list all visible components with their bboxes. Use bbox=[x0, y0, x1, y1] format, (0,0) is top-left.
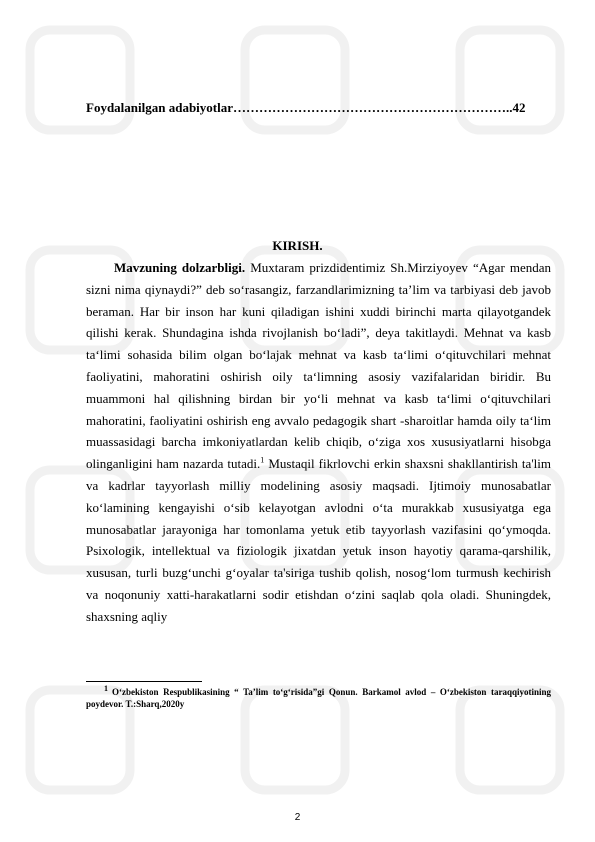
toc-entry-label: Foydalanilgan adabiyotlar bbox=[86, 100, 233, 115]
footnote: $^1$ O‘zbekiston Respublikasining “ Ta’lim to‘g‘risida”gi Qonun. Barkamol avlod – O‘zbekiston taraqqiyotining poydevor. T.:Sharq,2020y bbox=[86, 684, 551, 709]
page-number: 2 bbox=[294, 812, 301, 823]
paragraph-text-part-2: Mustaqil fikrlovchi erkin shaxsni shakllantirish ta'lim va kadrlar tayyorlash milliy modelining asosiy maqsadi. Ijtimoiy munosabatlar ko‘lamining kengayishi o‘sib kelayotgan avlodni o‘ta murakkab xususiyatga ega munosabatlar jarayoniga har tomonlama yetuk etib tayyorlash vazifasini qo‘ymoqda. Psixologik, intellektual va fiziologik jixatdan yetuk inson hayotiy qarama-qarshilik, xususan, turli buzg‘unchi g‘oyalar ta'siriga tushib qolish, nosog‘lom turmush kechirish va noqonuniy xatti-harakatlarni sodir etishdan o‘zini saqlab qola oladi. Shuningdek, shaxsning aqliy bbox=[86, 456, 551, 624]
paragraph-text-part-1: Muxtaram prizdidentimiz Sh.Mirziyoyev “Agar mendan sizni nima qiynaydi?” deb so‘rasangiz, farzandlarimizning ta’lim va tarbiyasi deb javob beraman. Har bir inson har kuni qiladigan ishini xuddi birinchi marta qilayotgandek qilishi kerak. Shundagina ishda rivojlanish bo‘ladi”, deya takitlaydi. Mehnat va kasb ta‘limi sohasida bilim olgan bo‘lajak mehnat va kasb ta‘limi o‘qituvchilari mehnat faoliyatini, mahoratini oshirish oily ta‘limning asosiy vazifalaridan biridir. Bu muammoni hal qilishning birdan bir yo‘li mehnat va kasb ta‘limi o‘qituvchilari mahoratini, faoliyatini oshirish eng avvalo pedagogik shart -sharoitlar hamda oily ta‘lim muassasidagi barcha imkoniyatlardan kelib chiqib, o‘ziga xos xususiyatlarni hisobga olinganligini ham nazarda tutadi. bbox=[86, 260, 551, 472]
paragraph-lead: Mavzuning dolzarbligi. bbox=[114, 260, 246, 275]
footnote-reference[interactable]: 1 bbox=[260, 455, 265, 465]
footnote-text: O‘zbekiston Respublikasining “ Ta’lim to‘g‘risida”gi Qonun. Barkamol avlod – O‘zbekiston taraqqiyotining poydevor. T.:Sharq,2020y bbox=[86, 687, 551, 709]
footnote-divider bbox=[86, 681, 202, 682]
body-paragraph bbox=[86, 257, 551, 628]
section-title: KIRISH. bbox=[272, 238, 323, 253]
toc-entry[interactable] bbox=[86, 100, 551, 116]
toc-entry-page: 42 bbox=[512, 100, 526, 115]
toc-entry-leader: ……………………………………………………….. bbox=[233, 100, 513, 115]
